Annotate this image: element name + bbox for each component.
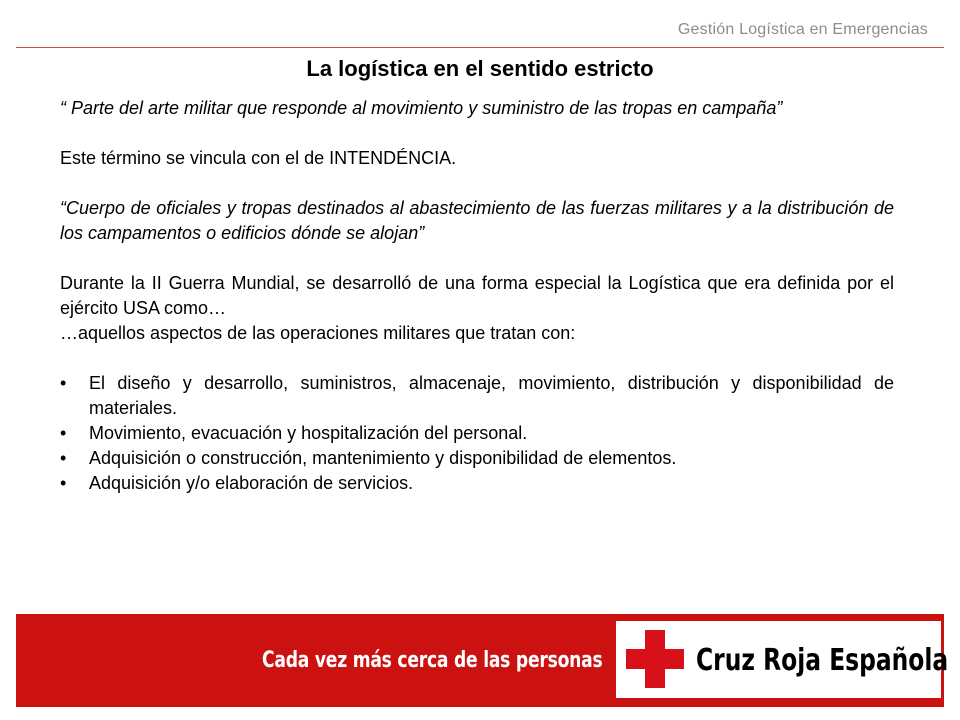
bullet-marker: • <box>60 448 67 468</box>
intendencia-quote: “Cuerpo de oficiales y tropas destinados al abastecimiento de las fuerzas militares y a la distribución de los campamentos o edificios dónde se alojan” <box>60 198 894 243</box>
list-item-text: Adquisición o construcción, mantenimiento y disponibilidad de elementos. <box>89 448 677 468</box>
intendencia-paragraph: Este término se vincula con el de INTENDÉNCIA. <box>60 148 457 168</box>
bullet-marker: • <box>60 423 67 443</box>
slide-body <box>60 96 894 496</box>
logo-text: Cruz Roja Española <box>696 643 949 678</box>
header-title: Gestión Logística en Emergencias <box>677 21 928 38</box>
cruz-roja-logo <box>616 621 949 698</box>
list-item <box>60 446 894 471</box>
definition-quote: “ Parte del arte militar que responde al movimiento y suministro de las tropas en campaña” <box>60 98 783 118</box>
aspects-paragraph: …aquellos aspectos de las operaciones militares que tratan con: <box>60 323 576 343</box>
list-item <box>60 371 894 421</box>
list-item <box>60 421 894 446</box>
list-item <box>60 471 894 496</box>
list-item-text: Adquisición y/o elaboración de servicios. <box>89 473 414 493</box>
list-item-text: El diseño y desarrollo, suministros, almacenaje, movimiento, distribución y disponibilidad de materiales. <box>89 373 894 418</box>
footer-slogan: Cada vez más cerca de las personas <box>262 648 603 673</box>
wwii-paragraph: Durante la II Guerra Mundial, se desarrolló de una forma especial la Logística que era definida por el ejército USA como… <box>60 273 894 318</box>
red-cross-icon <box>626 630 684 688</box>
list-item-text: Movimiento, evacuación y hospitalización del personal. <box>89 423 528 443</box>
slide-title: La logística en el sentido estricto <box>306 56 654 81</box>
bullet-marker: • <box>60 373 67 393</box>
aspects-list <box>60 371 894 496</box>
bullet-marker: • <box>60 473 67 493</box>
header-divider <box>16 47 944 48</box>
